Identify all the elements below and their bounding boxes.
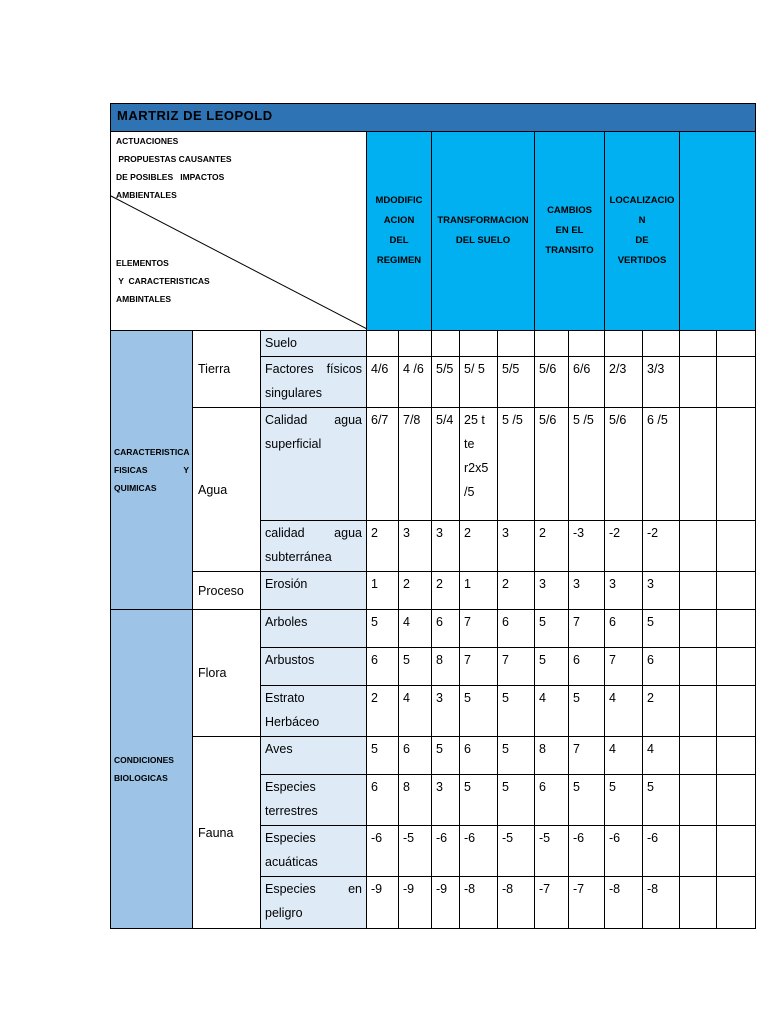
impact-value-cell: -6 xyxy=(643,826,680,877)
table-row xyxy=(111,572,756,610)
caption-line: ACTUACIONES xyxy=(116,136,179,146)
impact-value-cell: -5 xyxy=(535,826,569,877)
action-label-line: DEL SUELO xyxy=(455,235,511,246)
impact-value-cell xyxy=(680,775,717,826)
impact-value-cell xyxy=(680,826,717,877)
impact-value-cell: -2 xyxy=(605,521,643,572)
impact-value-cell xyxy=(605,331,643,357)
impact-value-cell: 4 xyxy=(605,686,643,737)
action-header-transito xyxy=(535,132,605,331)
impact-value-cell xyxy=(399,331,432,357)
impact-value-cell: 4 xyxy=(399,610,432,648)
impact-value-cell: -6 xyxy=(460,826,498,877)
impact-value-cell: 3/3 xyxy=(643,357,680,408)
impact-value-cell: 2 xyxy=(367,521,399,572)
impact-value-cell: 5 /5 xyxy=(498,408,535,521)
impact-value-cell xyxy=(643,331,680,357)
impact-value-cell: 7 xyxy=(460,610,498,648)
table-row xyxy=(111,737,756,775)
impact-value-cell xyxy=(680,877,717,929)
impact-value-cell: 7 xyxy=(569,610,605,648)
impact-value-cell: 2 xyxy=(367,686,399,737)
impact-value-cell: 6 xyxy=(643,648,680,686)
impact-value-cell xyxy=(717,775,756,826)
impact-value-cell: 4 xyxy=(643,737,680,775)
impact-value-cell: -8 xyxy=(498,877,535,929)
impact-value-cell: 5 xyxy=(498,737,535,775)
impact-value-cell: 6 xyxy=(498,610,535,648)
factor-cell: Arboles xyxy=(261,610,367,648)
impact-value-cell: 5 xyxy=(399,648,432,686)
impact-value-cell: 2 xyxy=(498,572,535,610)
impact-value-cell: -6 xyxy=(432,826,460,877)
impact-value-cell: 5 xyxy=(432,737,460,775)
impact-value-cell: 6 xyxy=(535,775,569,826)
action-label-line: EN EL xyxy=(555,225,584,236)
impact-value-cell xyxy=(680,408,717,521)
impact-value-cell: 1 xyxy=(367,572,399,610)
impact-value-cell: 7 xyxy=(460,648,498,686)
impact-value-cell: 6 xyxy=(605,610,643,648)
impact-value-cell: 5 xyxy=(498,686,535,737)
impact-value-cell: 5 xyxy=(498,775,535,826)
factor-cell: Erosión xyxy=(261,572,367,610)
elements-caption xyxy=(116,254,210,308)
caption-line: AMBIENTALES xyxy=(116,190,177,200)
impact-value-cell: -2 xyxy=(643,521,680,572)
impact-value-cell: 3 xyxy=(432,775,460,826)
impact-value-cell: 6 /5 xyxy=(643,408,680,521)
impact-value-cell: -8 xyxy=(643,877,680,929)
impact-value-cell: -7 xyxy=(535,877,569,929)
impact-value-cell: -9 xyxy=(399,877,432,929)
impact-value-cell: 4 xyxy=(605,737,643,775)
impact-value-cell: -8 xyxy=(460,877,498,929)
impact-value-cell: 5 xyxy=(643,775,680,826)
impact-value-cell: 2 xyxy=(643,686,680,737)
component-cell: Flora xyxy=(193,610,261,737)
impact-value-cell: 5 xyxy=(535,610,569,648)
impact-value-cell xyxy=(717,357,756,408)
impact-value-cell: 7 xyxy=(498,648,535,686)
action-label-line: TRANSFORMACION xyxy=(437,215,529,226)
impact-value-cell: 6 xyxy=(399,737,432,775)
impact-value-cell: 6 xyxy=(367,775,399,826)
impact-value-cell xyxy=(717,521,756,572)
impact-value-cell xyxy=(717,408,756,521)
impact-value-cell: -6 xyxy=(605,826,643,877)
component-cell: Agua xyxy=(193,408,261,572)
action-header-transformacion xyxy=(432,132,535,331)
impact-value-cell: -7 xyxy=(569,877,605,929)
impact-value-cell: 4 xyxy=(535,686,569,737)
actions-caption xyxy=(116,132,232,204)
impact-value-cell xyxy=(717,572,756,610)
impact-value-cell: 2/3 xyxy=(605,357,643,408)
impact-value-cell xyxy=(680,648,717,686)
impact-value-cell: 5/6 xyxy=(605,408,643,521)
action-label-line: TRANSITO xyxy=(545,245,594,256)
caption-line: AMBINTALES xyxy=(116,294,172,304)
impact-value-cell xyxy=(432,331,460,357)
impact-value-cell: 5/5 xyxy=(432,357,460,408)
action-label-line: CAMBIOS xyxy=(547,205,592,216)
impact-value-cell xyxy=(680,737,717,775)
caption-line: PROPUESTAS CAUSANTES xyxy=(116,154,232,164)
impact-value-cell: 25 t te r2x5 /5 xyxy=(460,408,498,521)
category-cell: CARACTERISTICA FISICAS Y QUIMICAS xyxy=(111,331,193,610)
component-cell: Proceso xyxy=(193,572,261,610)
impact-value-cell: 5 xyxy=(643,610,680,648)
impact-value-cell: 8 xyxy=(399,775,432,826)
impact-value-cell xyxy=(717,648,756,686)
component-cell: Fauna xyxy=(193,737,261,929)
action-label-line: ACION xyxy=(383,215,415,226)
action-header-regimen xyxy=(367,132,432,331)
impact-value-cell: 5 xyxy=(569,775,605,826)
matrix-title: MARTRIZ DE LEOPOLD xyxy=(111,104,756,132)
action-header-blank xyxy=(680,132,756,331)
action-label-line: MDODIFIC xyxy=(375,195,423,206)
action-label-line: DE xyxy=(635,235,649,246)
impact-value-cell: 7/8 xyxy=(399,408,432,521)
impact-value-cell xyxy=(717,877,756,929)
impact-value-cell: 4/6 xyxy=(367,357,399,408)
impact-value-cell: 2 xyxy=(535,521,569,572)
impact-value-cell: 5 xyxy=(605,775,643,826)
table-row xyxy=(111,610,756,648)
factor-cell: Factores físicos singulares xyxy=(261,357,367,408)
impact-value-cell xyxy=(569,331,605,357)
impact-value-cell: -6 xyxy=(569,826,605,877)
impact-value-cell: 3 xyxy=(643,572,680,610)
factor-cell: Suelo xyxy=(261,331,367,357)
impact-value-cell: 5/4 xyxy=(432,408,460,521)
impact-value-cell xyxy=(680,357,717,408)
impact-value-cell: -9 xyxy=(432,877,460,929)
impact-value-cell: 6/7 xyxy=(367,408,399,521)
impact-value-cell xyxy=(680,686,717,737)
impact-value-cell: 8 xyxy=(432,648,460,686)
impact-value-cell: 5 xyxy=(460,775,498,826)
impact-value-cell: 6/6 xyxy=(569,357,605,408)
impact-value-cell xyxy=(717,331,756,357)
impact-value-cell: 6 xyxy=(367,648,399,686)
impact-value-cell: -3 xyxy=(569,521,605,572)
impact-value-cell xyxy=(680,521,717,572)
impact-value-cell: 7 xyxy=(605,648,643,686)
impact-value-cell: -5 xyxy=(498,826,535,877)
impact-value-cell: 6 xyxy=(460,737,498,775)
impact-value-cell: 5 xyxy=(367,610,399,648)
factor-cell: calidad agua subterránea xyxy=(261,521,367,572)
impact-value-cell: 4 /6 xyxy=(399,357,432,408)
impact-value-cell: 5 xyxy=(367,737,399,775)
impact-value-cell: 5/ 5 xyxy=(460,357,498,408)
impact-value-cell xyxy=(717,686,756,737)
factor-cell: Especies acuáticas xyxy=(261,826,367,877)
factor-cell: Especies terrestres xyxy=(261,775,367,826)
impact-value-cell xyxy=(367,331,399,357)
leopold-matrix xyxy=(110,103,756,929)
impact-value-cell: 7 xyxy=(569,737,605,775)
impact-value-cell xyxy=(535,331,569,357)
factor-cell: Arbustos xyxy=(261,648,367,686)
action-header-vertidos xyxy=(605,132,680,331)
impact-value-cell: 3 xyxy=(399,521,432,572)
header-diagonal-cell xyxy=(111,132,367,331)
impact-value-cell xyxy=(680,572,717,610)
impact-value-cell: 1 xyxy=(460,572,498,610)
caption-line: Y CARACTERISTICAS xyxy=(116,276,210,286)
action-label-line: DEL xyxy=(389,235,409,246)
impact-value-cell: 6 xyxy=(569,648,605,686)
impact-value-cell: 5 /5 xyxy=(569,408,605,521)
impact-value-cell: 2 xyxy=(399,572,432,610)
action-label-line: VERTIDOS xyxy=(617,255,667,266)
impact-value-cell: 3 xyxy=(432,686,460,737)
impact-value-cell xyxy=(498,331,535,357)
factor-cell: Estrato Herbáceo xyxy=(261,686,367,737)
impact-value-cell xyxy=(680,610,717,648)
impact-value-cell: 5 xyxy=(569,686,605,737)
factor-cell: Aves xyxy=(261,737,367,775)
impact-value-cell xyxy=(460,331,498,357)
impact-value-cell: 2 xyxy=(432,572,460,610)
table-row xyxy=(111,331,756,357)
action-label-line: REGIMEN xyxy=(376,255,422,266)
impact-value-cell xyxy=(717,826,756,877)
component-cell: Tierra xyxy=(193,331,261,408)
impact-value-cell: 3 xyxy=(498,521,535,572)
impact-value-cell: 6 xyxy=(432,610,460,648)
impact-value-cell: 2 xyxy=(460,521,498,572)
action-label-line: N xyxy=(638,215,646,226)
impact-value-cell: 5/5 xyxy=(498,357,535,408)
impact-value-cell: 8 xyxy=(535,737,569,775)
impact-value-cell: 5/6 xyxy=(535,357,569,408)
impact-value-cell: 5 xyxy=(535,648,569,686)
impact-value-cell: 3 xyxy=(535,572,569,610)
factor-cell: Especies en peligro xyxy=(261,877,367,929)
impact-value-cell: 5 xyxy=(460,686,498,737)
caption-line: DE POSIBLES IMPACTOS xyxy=(116,172,225,182)
impact-value-cell: 3 xyxy=(569,572,605,610)
action-label-line: LOCALIZACIO xyxy=(609,195,675,206)
impact-value-cell: -5 xyxy=(399,826,432,877)
category-cell: CONDICIONES BIOLOGICAS xyxy=(111,610,193,929)
factor-cell: Calidad agua superficial xyxy=(261,408,367,521)
impact-value-cell: 5/6 xyxy=(535,408,569,521)
impact-value-cell: -9 xyxy=(367,877,399,929)
impact-value-cell: 4 xyxy=(399,686,432,737)
impact-value-cell: -8 xyxy=(605,877,643,929)
caption-line: ELEMENTOS xyxy=(116,258,169,268)
impact-value-cell: 3 xyxy=(432,521,460,572)
impact-value-cell: -6 xyxy=(367,826,399,877)
impact-value-cell xyxy=(717,610,756,648)
impact-value-cell: 3 xyxy=(605,572,643,610)
impact-value-cell xyxy=(680,331,717,357)
impact-value-cell xyxy=(717,737,756,775)
table-row xyxy=(111,408,756,521)
